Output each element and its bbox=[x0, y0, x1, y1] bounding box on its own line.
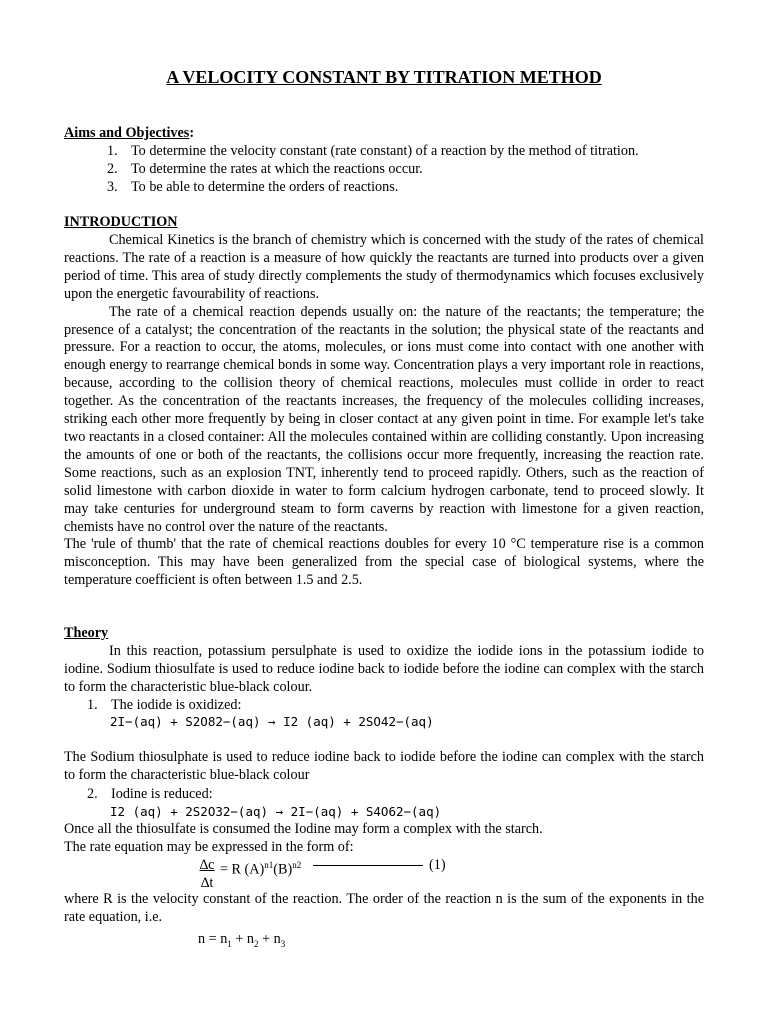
theory-list-item-2 bbox=[87, 786, 213, 804]
order-plus-2: + n bbox=[258, 931, 281, 947]
rate-equation bbox=[220, 857, 301, 880]
aims-heading-wrap bbox=[64, 125, 194, 143]
rate-numerator: ∆c bbox=[199, 857, 215, 873]
theory-paragraph-4: The rate equation may be expressed in the form of: bbox=[64, 839, 354, 855]
intro-paragraph-3: The 'rule of thumb' that the rate of chemical reactions doubles for every 10 °C temperature rise is a common misconception. This may have been generalized from the special case of biological systems, where the temperature coefficient is often between 1.5 and 2.5. bbox=[64, 536, 704, 589]
exponent-n1: n1 bbox=[264, 860, 274, 870]
aims-list-item bbox=[107, 179, 639, 197]
introduction-body bbox=[64, 232, 704, 590]
list-text: The iodide is oxidized: bbox=[111, 697, 242, 713]
list-number: 1. bbox=[107, 143, 118, 159]
order-equation bbox=[198, 931, 285, 954]
equation-leader-line bbox=[313, 865, 423, 866]
list-text: To determine the rates at which the reactions occur. bbox=[131, 160, 423, 177]
rate-equation-lhs: = R (A) bbox=[220, 861, 265, 878]
oxidation-equation: 2I−(aq) + S2O82−(aq) → I2 (aq) + 2SO42−(aq) bbox=[110, 714, 434, 729]
equation-number: (1) bbox=[429, 857, 446, 873]
aims-list bbox=[107, 143, 639, 197]
document-title: A VELOCITY CONSTANT BY TITRATION METHOD bbox=[166, 67, 602, 87]
theory-heading: Theory bbox=[64, 625, 109, 641]
order-plus-1: + n bbox=[231, 931, 254, 947]
introduction-heading: INTRODUCTION bbox=[64, 214, 178, 230]
exponent-n2: n2 bbox=[292, 860, 302, 870]
rate-denominator: ∆t bbox=[200, 874, 214, 891]
subscript-1: 1 bbox=[227, 938, 232, 949]
theory-paragraph-5: where R is the velocity constant of the reaction. The order of the reaction n is the sum of the exponents in the rate equation, i.e. bbox=[64, 891, 704, 925]
subscript-3: 3 bbox=[280, 938, 286, 949]
theory-paragraph-2-wrap bbox=[64, 749, 704, 785]
aims-list-item bbox=[107, 161, 639, 179]
aims-heading: Aims and Objectives bbox=[64, 125, 190, 141]
aims-heading-colon: : bbox=[189, 125, 195, 141]
list-text: To determine the velocity constant (rate constant) of a reaction by the method of titration. bbox=[131, 143, 639, 159]
intro-paragraph-2: The rate of a chemical reaction depends usually on: the nature of the reactants; the temperature; the presence of a catalyst; the concentration of the reactants in the solution; the physical state of the reactants and pressure. For a reaction to occur, the atoms, molecules, or ions must come into contact with one another with enough energy to rearrange chemical bonds in some way. Concentration plays a very important role in reactions, because, according to the collision theory of chemical reactions, molecules must collide in order to react together. As the concentration of the reactants increases, the frequency of the molecules colliding increases, striking each other more frequently by being in closer contact at any given point in time. For example let's take two reactants in a closed container: All the molecules contained within are colliding constantly. Upon increasing the amounts of one or both of the reactants, the collisions occur more frequently, increasing the reaction rate. Some reactions, such as an explosion TNT, inherently tend to proceed rapidly. Others, such as the reaction of solid limestone with carbon dioxide in water to form calcium hydrogen carbonate, tend to proceed slowly. It may take centuries for underground steam to form caverns by reaction with limestone for a given reaction, chemists have no control over the nature of the reactants. bbox=[64, 303, 704, 535]
list-number: 1. bbox=[87, 697, 98, 713]
list-number: 2. bbox=[87, 786, 98, 802]
intro-paragraph-1: Chemical Kinetics is the branch of chemistry which is concerned with the study of the rates of chemical reactions. The rate of a reaction is a measure of how quickly the reactants are turned into products over a given period of time. This area of study directly complements the study of thermodynamics which focuses exclusively upon the energetic favourability of reactions. bbox=[64, 232, 704, 302]
list-number: 2. bbox=[107, 160, 118, 177]
theory-paragraph-2: The Sodium thiosulphate is used to reduce iodine back to iodide before the iodine can complex with the starch to form the characteristic blue-black colour bbox=[64, 749, 704, 783]
theory-paragraph-3: Once all the thiosulfate is consumed the Iodine may form a complex with the starch. bbox=[64, 821, 543, 837]
theory-paragraph-5-wrap bbox=[64, 891, 704, 927]
aims-list-item bbox=[107, 143, 639, 161]
theory-paragraph-1-wrap bbox=[64, 643, 704, 697]
subscript-2: 2 bbox=[254, 938, 259, 949]
rate-fraction bbox=[196, 857, 218, 893]
order-equation-lhs: n = n bbox=[198, 931, 228, 947]
rate-equation-b: (B) bbox=[273, 861, 293, 878]
list-text: Iodine is reduced: bbox=[111, 786, 213, 802]
list-text: To be able to determine the orders of reactions. bbox=[131, 178, 399, 195]
theory-paragraph-1: In this reaction, potassium persulphate is used to oxidize the iodide ions in the potassium iodide to iodine. Sodium thiosulfate is used to reduce iodine back to iodide before the iodine can complex with the starch to form the characteristic blue-black colour. bbox=[64, 643, 704, 695]
list-number: 3. bbox=[107, 178, 118, 195]
reduction-equation: I2 (aq) + 2S2O32−(aq) → 2I−(aq) + S4O62−(aq) bbox=[110, 804, 442, 819]
